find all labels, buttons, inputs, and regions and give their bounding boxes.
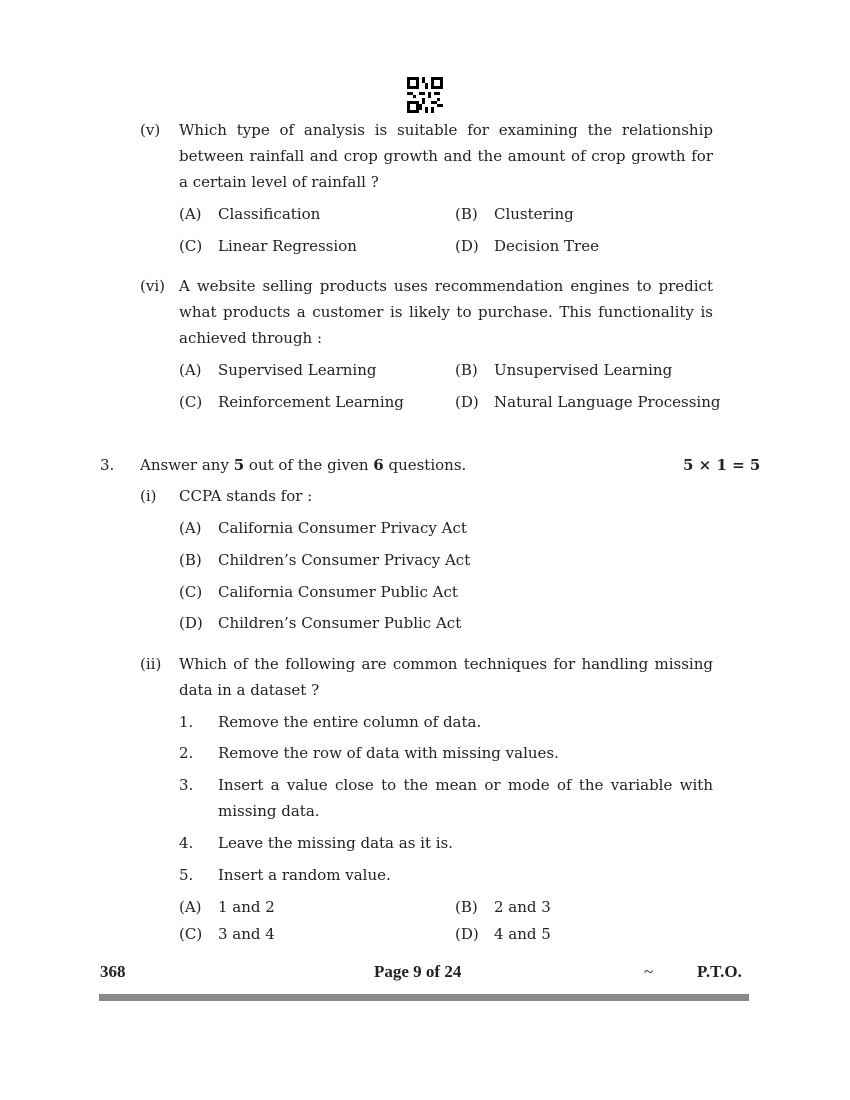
option-key: (C) [179, 925, 203, 943]
option-text: 4 and 5 [494, 925, 551, 943]
list-item-number: 3. [179, 776, 194, 794]
instruction-count: 5 [233, 456, 245, 474]
option-text: Reinforcement Learning [218, 393, 404, 411]
option-text: Supervised Learning [218, 361, 377, 379]
list-item: Insert a random value. [218, 866, 391, 884]
question-text [179, 651, 713, 703]
option-text: 3 and 4 [218, 925, 275, 943]
marks: 5 × 1 = 5 [683, 456, 761, 474]
instruction-part: out of the given [244, 456, 374, 474]
option-text: Children’s Consumer Public Act [218, 614, 462, 632]
option-key: (A) [179, 519, 202, 537]
list-item: Remove the row of data with missing values. [218, 744, 559, 762]
question-line: achieved through : [179, 329, 323, 347]
instruction-count: 6 [373, 456, 384, 474]
question-number: (ii) [140, 655, 162, 673]
question-number: (v) [140, 121, 161, 139]
option-text: Decision Tree [494, 237, 599, 255]
question-number: 3. [100, 456, 115, 474]
list-item-line: Insert a value close to the mean or mode of the variable with [218, 776, 713, 794]
question-text: CCPA stands for : [179, 487, 313, 505]
option-key: (C) [179, 237, 203, 255]
option-key: (A) [179, 898, 202, 916]
list-item: Leave the missing data as it is. [218, 834, 454, 852]
option-text: California Consumer Public Act [218, 583, 458, 601]
question-line: Which type of analysis is suitable for examining the relationship [179, 121, 713, 139]
option-text: Classification [218, 205, 321, 223]
option-key: (C) [179, 393, 203, 411]
option-text: Children’s Consumer Privacy Act [218, 551, 471, 569]
question-text [179, 273, 713, 351]
pto-label: P.T.O. [697, 962, 742, 981]
option-text: California Consumer Privacy Act [218, 519, 467, 537]
instruction [140, 452, 466, 478]
question-line: between rainfall and crop growth and the amount of crop growth for [179, 147, 713, 165]
question-line: a certain level of rainfall ? [179, 173, 379, 191]
footer-divider [99, 994, 749, 1001]
option-key: (B) [455, 898, 478, 916]
tilde-mark: ~ [644, 962, 654, 981]
question-line: what products a customer is likely to purchase. This functionality is [179, 303, 713, 321]
option-key: (D) [455, 393, 479, 411]
list-item-line: missing data. [218, 802, 320, 820]
option-text: Clustering [494, 205, 574, 223]
page-number: Page 9 of 24 [374, 962, 462, 981]
qr-code-icon [407, 77, 443, 113]
question-number: (i) [140, 487, 157, 505]
list-item-number: 2. [179, 744, 194, 762]
option-key: (A) [179, 361, 202, 379]
question-line: data in a dataset ? [179, 681, 320, 699]
option-text: 1 and 2 [218, 898, 275, 916]
question-text [179, 117, 713, 195]
option-key: (A) [179, 205, 202, 223]
list-item: Remove the entire column of data. [218, 713, 482, 731]
instruction-part: Answer any [140, 456, 234, 474]
option-text: Natural Language Processing [494, 393, 721, 411]
option-key: (B) [455, 205, 478, 223]
option-text: Unsupervised Learning [494, 361, 673, 379]
question-line: Which of the following are common techniques for handling missing [179, 655, 713, 673]
option-key: (C) [179, 583, 203, 601]
option-key: (B) [179, 551, 202, 569]
list-item-number: 5. [179, 866, 194, 884]
question-number: (vi) [140, 277, 165, 295]
list-item-number: 1. [179, 713, 194, 731]
list-item [218, 772, 713, 824]
paper-code: 368 [100, 962, 126, 981]
option-key: (D) [455, 237, 479, 255]
option-key: (D) [455, 925, 479, 943]
instruction-part: questions. [383, 456, 467, 474]
option-key: (D) [179, 614, 203, 632]
option-key: (B) [455, 361, 478, 379]
question-line: A website selling products uses recommendation engines to predict [179, 277, 713, 295]
list-item-number: 4. [179, 834, 194, 852]
option-text: 2 and 3 [494, 898, 551, 916]
option-text: Linear Regression [218, 237, 357, 255]
